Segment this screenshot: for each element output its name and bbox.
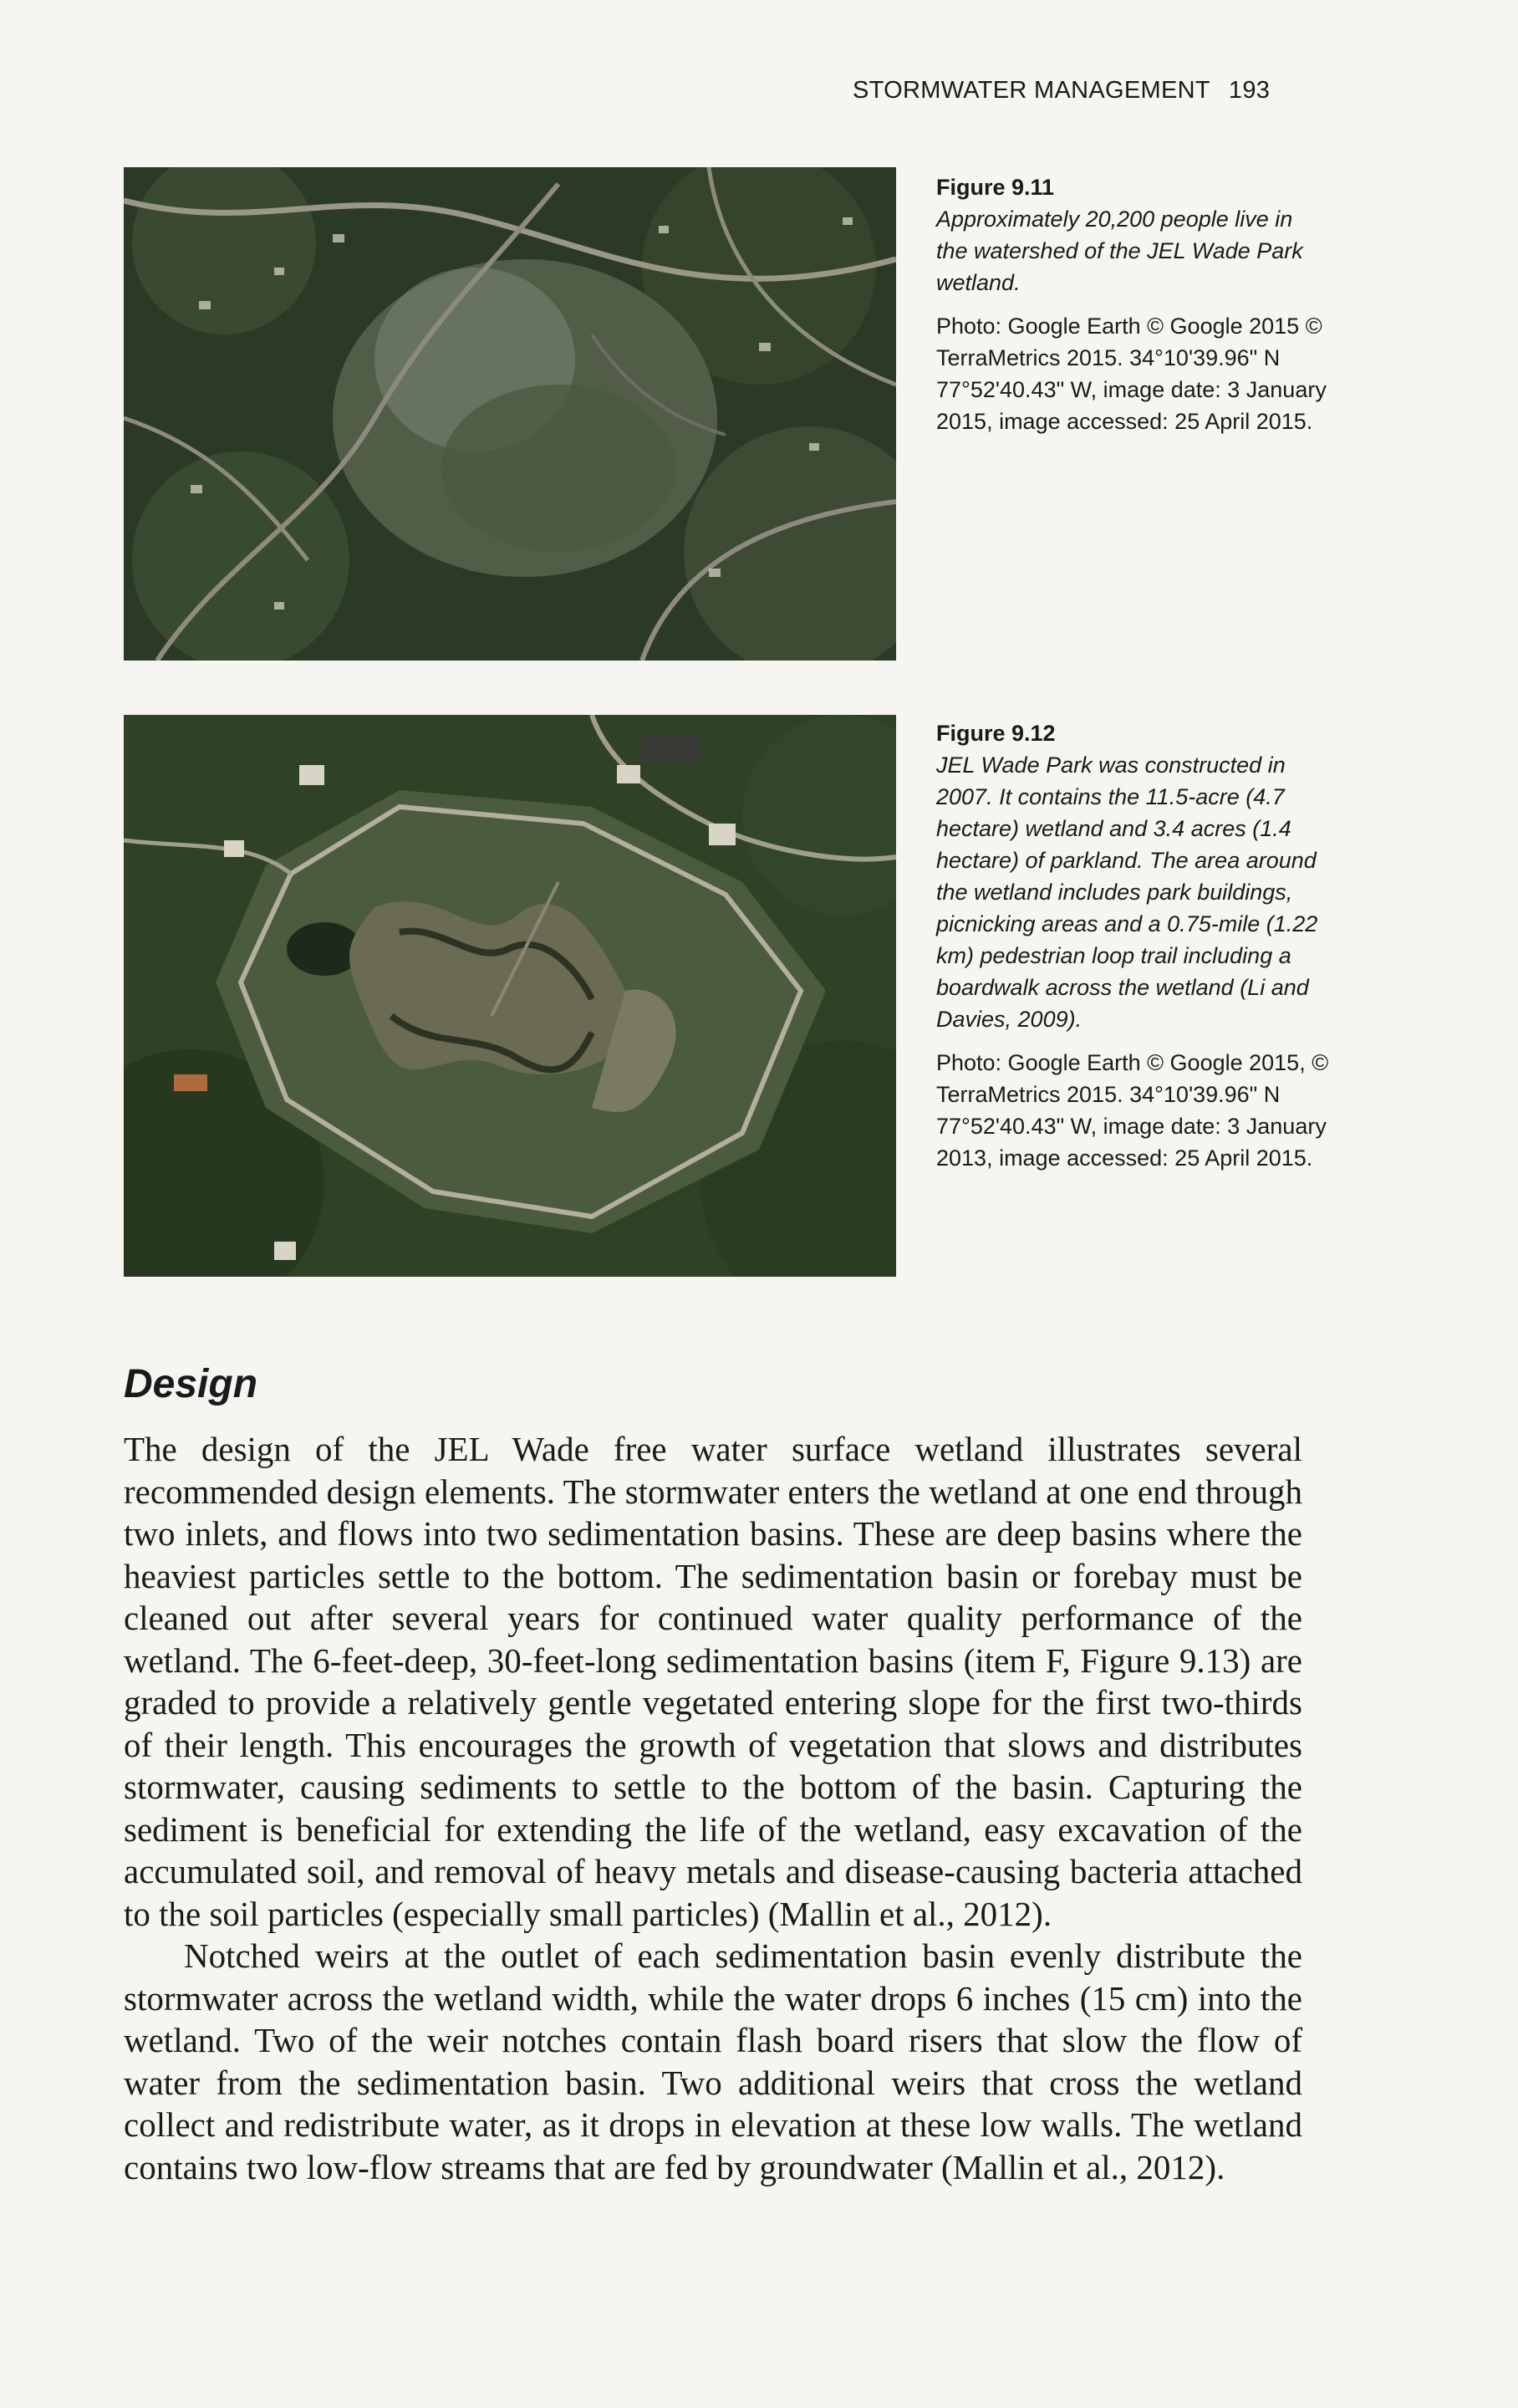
photo-credit: Photo: Google Earth © Google 2015 © TerraMetrics 2015. 34°10'39.96" N 77°52'40.43" W, image date: 3 January 2015, image accessed: 25 April 2015.	[936, 314, 1327, 434]
figure-caption-text: Approximately 20,200 people live in the watershed of the JEL Wade Park wetland.	[936, 207, 1303, 295]
body-paragraph: Notched weirs at the outlet of each sedimentation basin evenly distribute the stormwater across the wetland width, while the water drops 6 inches (15 cm) into the wetland. Two of the weir notches contain flash board risers that slow the flow of water from the sedimentation basin. Two additional weirs that cross the wetland collect and redistribute water, as it drops in elevation at these low walls. The wetland contains two low-flow streams that are fed by groundwater (Mallin et al., 2012).	[124, 1936, 1302, 2186]
body-paragraph: The design of the JEL Wade free water surface wetland illustrates several recommended design elements. The stormwater enters the wetland at one end through two inlets, and flows into two sedimentation basins. These are deep basins where the heaviest particles settle to the bottom. The sedimentation basin or forebay must be cleaned out after several years for continued water quality performance of the wetland. The 6-feet-deep, 30-feet-long sedimentation basins (item F, Figure 9.13) are graded to provide a relatively gentle vegetated entering slope for the first two-thirds of their length. This encourages the growth of vegetation that slows and distributes stormwater, causing sediments to settle to the bottom of the basin. Capturing the sediment is beneficial for extending the life of the wetland, easy excavation of the accumulated soil, and removal of heavy metals and disease-causing bacteria attached to the soil particles (especially small particles) (Mallin et al., 2012).	[124, 1430, 1302, 1933]
page-number: 193	[1228, 77, 1271, 104]
aerial-photo-watershed	[124, 167, 896, 661]
section-heading: Design	[124, 1362, 258, 1406]
running-title: STORMWATER MANAGEMENT	[853, 77, 1210, 104]
figure-caption-9-11	[936, 171, 1329, 437]
figure-number: Figure 9.11	[936, 175, 1055, 200]
photo-credit: Photo: Google Earth © Google 2015, © TerraMetrics 2015. 34°10'39.96" N 77°52'40.43" W, image date: 3 January 2013, image accessed: 25 April 2015.	[936, 1050, 1329, 1171]
figure-number: Figure 9.12	[936, 721, 1056, 746]
figure-caption-text: JEL Wade Park was constructed in 2007. It contains the 11.5-acre (4.7 hectare) wetland and 3.4 acres (1.4 hectare) of parkland. The area around the wetland includes park buildings, picnicking areas and a 0.75-mile (1.22 km) pedestrian loop trail including a boardwalk across the wetland (Li and Davies, 2009).	[936, 752, 1318, 1032]
body-text	[124, 1428, 1302, 2188]
figure-caption-9-12	[936, 717, 1329, 1174]
aerial-photo-wetland-park	[124, 715, 896, 1277]
running-header	[853, 77, 1304, 105]
